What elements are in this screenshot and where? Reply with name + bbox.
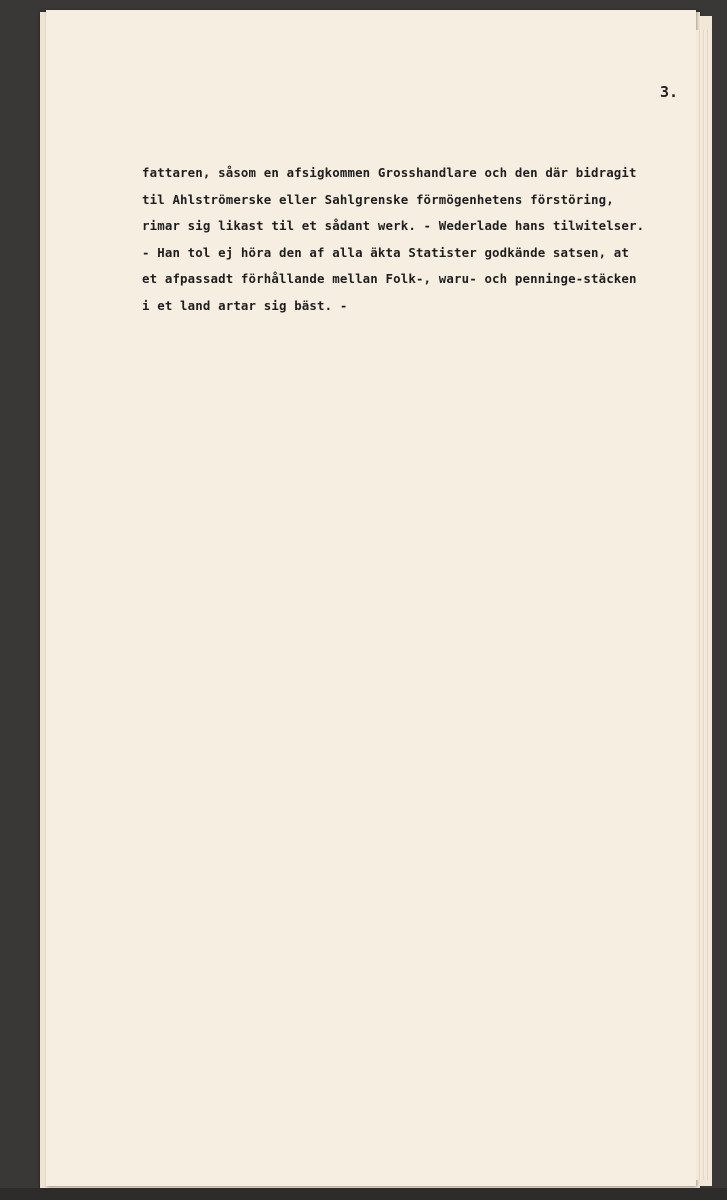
stacked-page-edges	[696, 30, 710, 1180]
text-line: rimar sig likast til et sådant werk. - Wederlade hans tilwitelser.	[142, 218, 645, 233]
text-line: i et land artar sig bäst. -	[142, 297, 348, 313]
text-line: et afpassadt förhållande mellan Folk-, waru- och penninge-stäcken	[142, 271, 637, 286]
text-line: - Han tol ej höra den af alla äkta Statister godkände satsen, at	[142, 244, 630, 260]
text-line: til Ahlströmerske eller Sahlgrenske förmögenhetens förstöring,	[142, 191, 614, 207]
document-page	[46, 10, 696, 1186]
text-line: fattaren, såsom en afsigkommen Grosshandlare och den där bidragit	[142, 165, 637, 180]
scan-background-strip	[0, 1188, 727, 1200]
page-number: 3.	[660, 83, 679, 101]
typed-text-block	[142, 160, 682, 319]
